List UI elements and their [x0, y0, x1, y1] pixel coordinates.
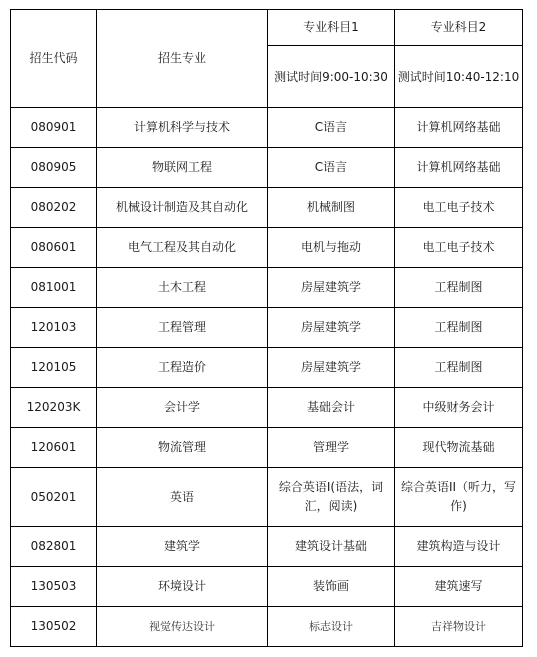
table-row	[11, 468, 523, 527]
cell-code: 120105	[11, 348, 97, 388]
cell-major: 英语	[97, 468, 268, 527]
cell-subject2: 计算机网络基础	[395, 148, 523, 188]
header-major: 招生专业	[97, 10, 268, 108]
cell-code: 081001	[11, 268, 97, 308]
cell-subject2: 中级财务会计	[395, 388, 523, 428]
cell-code: 120103	[11, 308, 97, 348]
table-row	[11, 388, 523, 428]
table-row	[11, 228, 523, 268]
cell-subject1: 管理学	[268, 428, 395, 468]
cell-subject1: 综合英语I(语法，词汇，阅读)	[268, 468, 395, 527]
cell-subject1: 标志设计	[268, 607, 395, 647]
table-row	[11, 428, 523, 468]
cell-major: 机械设计制造及其自动化	[97, 188, 268, 228]
cell-subject2: 建筑构造与设计	[395, 527, 523, 567]
cell-subject2: 现代物流基础	[395, 428, 523, 468]
table-row	[11, 268, 523, 308]
cell-subject2: 工程制图	[395, 308, 523, 348]
cell-subject1: C语言	[268, 108, 395, 148]
cell-subject1: 机械制图	[268, 188, 395, 228]
cell-major: 物联网工程	[97, 148, 268, 188]
header-subject2: 专业科目2	[395, 10, 523, 46]
cell-code: 080202	[11, 188, 97, 228]
cell-code: 080901	[11, 108, 97, 148]
cell-subject1: 电机与拖动	[268, 228, 395, 268]
cell-subject2: 建筑速写	[395, 567, 523, 607]
cell-major: 计算机科学与技术	[97, 108, 268, 148]
cell-major: 土木工程	[97, 268, 268, 308]
cell-subject2: 工程制图	[395, 268, 523, 308]
cell-code: 120601	[11, 428, 97, 468]
cell-code: 050201	[11, 468, 97, 527]
table-row	[11, 527, 523, 567]
cell-subject1: 房屋建筑学	[268, 308, 395, 348]
header-subject1: 专业科目1	[268, 10, 395, 46]
cell-code: 080601	[11, 228, 97, 268]
cell-major: 会计学	[97, 388, 268, 428]
exam-schedule-table	[10, 9, 523, 647]
table-row	[11, 108, 523, 148]
cell-major: 物流管理	[97, 428, 268, 468]
table-row	[11, 567, 523, 607]
cell-code: 080905	[11, 148, 97, 188]
cell-major: 建筑学	[97, 527, 268, 567]
cell-subject2: 综合英语II（听力，写作)	[395, 468, 523, 527]
cell-subject1: 建筑设计基础	[268, 527, 395, 567]
cell-subject2: 电工电子技术	[395, 228, 523, 268]
header-time2: 测试时间10:40-12:10	[395, 46, 523, 108]
table-row	[11, 607, 523, 647]
cell-code: 130502	[11, 607, 97, 647]
table-row	[11, 188, 523, 228]
cell-subject1: C语言	[268, 148, 395, 188]
cell-code: 130503	[11, 567, 97, 607]
table-row	[11, 308, 523, 348]
cell-major: 工程造价	[97, 348, 268, 388]
table-row	[11, 148, 523, 188]
cell-code: 082801	[11, 527, 97, 567]
cell-subject2: 电工电子技术	[395, 188, 523, 228]
cell-major: 工程管理	[97, 308, 268, 348]
table-row	[11, 348, 523, 388]
cell-subject2: 计算机网络基础	[395, 108, 523, 148]
header-time1: 测试时间9:00-10:30	[268, 46, 395, 108]
cell-major: 环境设计	[97, 567, 268, 607]
cell-major: 电气工程及其自动化	[97, 228, 268, 268]
cell-subject1: 装饰画	[268, 567, 395, 607]
cell-subject1: 房屋建筑学	[268, 268, 395, 308]
cell-subject2: 吉祥物设计	[395, 607, 523, 647]
header-code: 招生代码	[11, 10, 97, 108]
cell-subject2: 工程制图	[395, 348, 523, 388]
cell-code: 120203K	[11, 388, 97, 428]
cell-major: 视觉传达设计	[97, 607, 268, 647]
cell-subject1: 基础会计	[268, 388, 395, 428]
cell-subject1: 房屋建筑学	[268, 348, 395, 388]
